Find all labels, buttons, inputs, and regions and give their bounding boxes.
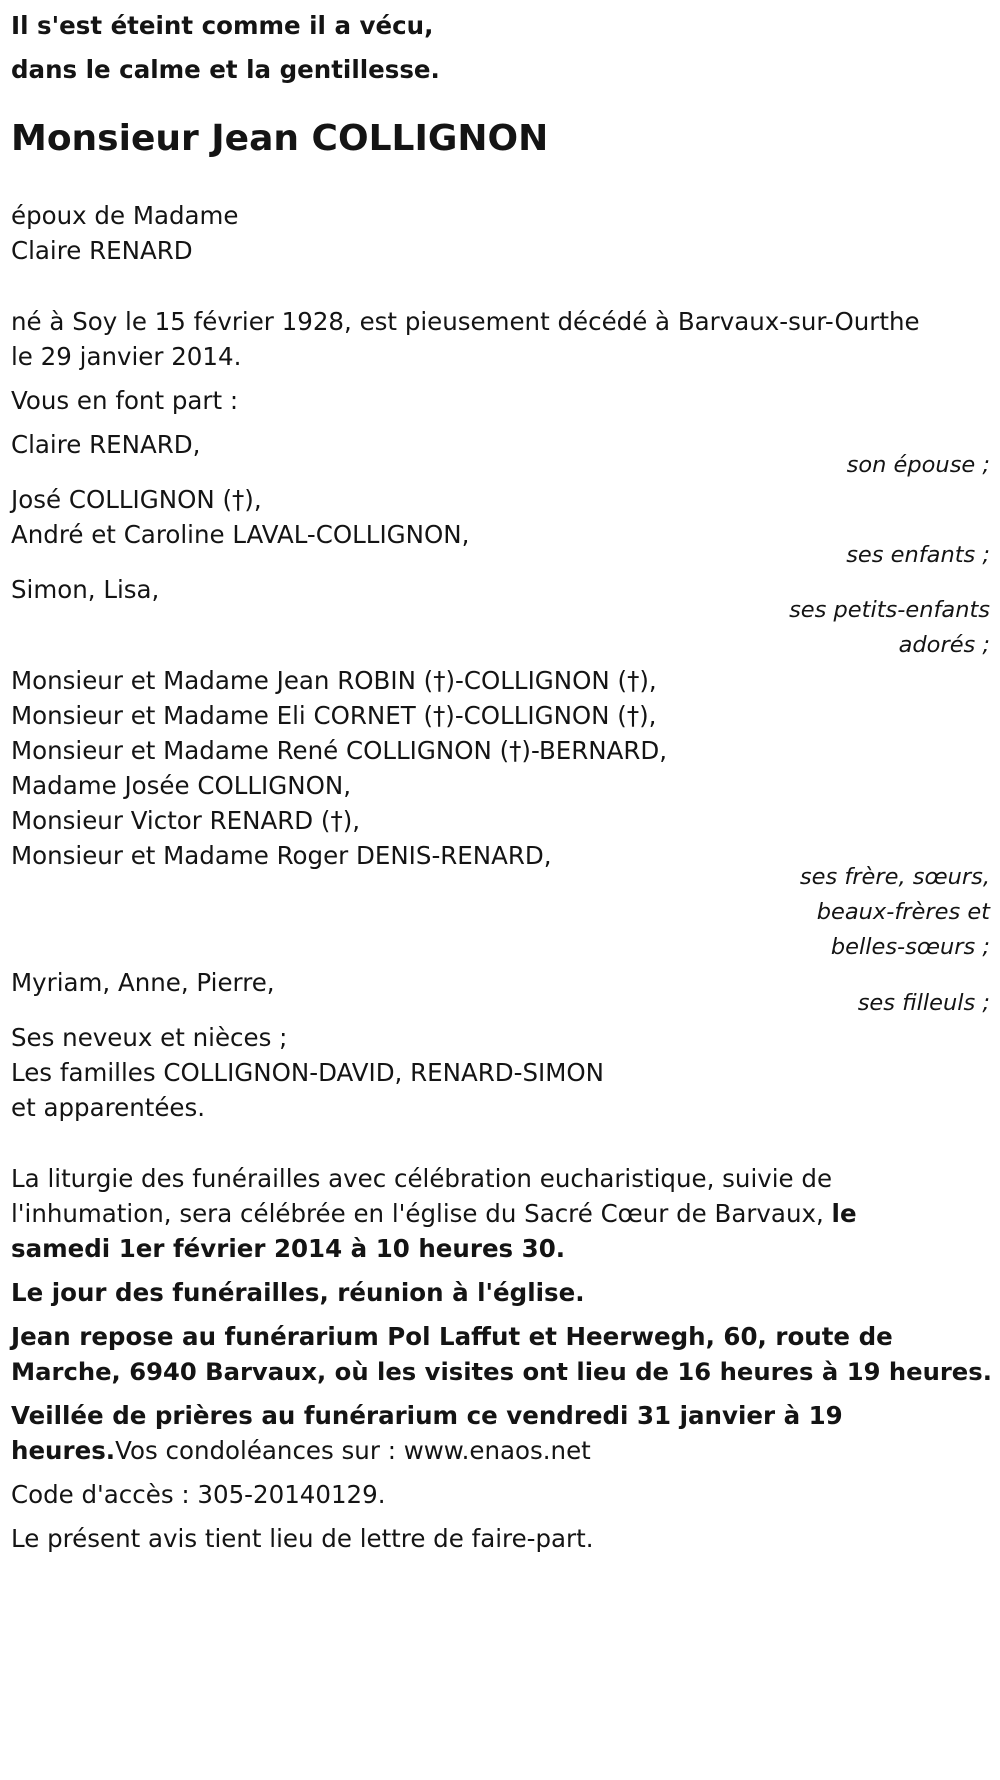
birth-death-line-2: le 29 janvier 2014.	[11, 342, 242, 371]
access-code: Code d'accès : 305-20140129.	[11, 1480, 386, 1509]
family-nephews: Ses neveux et nièces ;	[11, 1023, 288, 1052]
spouse-line-2: Claire RENARD	[11, 236, 193, 265]
family-sibling-1: Monsieur et Madame Jean ROBIN (†)-COLLIGNON (†),	[11, 666, 657, 695]
vigil-line-2-bold: heures.	[11, 1436, 116, 1465]
family-sibling-2: Monsieur et Madame Eli CORNET (†)-COLLIGNON (†),	[11, 701, 657, 730]
role-children: ses enfants ;	[846, 542, 990, 568]
family-sibling-4: Madame Josée COLLIGNON,	[11, 771, 351, 800]
funerarium-line-1: Jean repose au funérarium Pol Laffut et Heerwegh, 60, route de	[11, 1322, 893, 1351]
role-godchildren: ses filleuls ;	[857, 990, 990, 1016]
announcement: Vous en font part :	[11, 386, 239, 415]
role-siblings-2: beaux-frères et	[816, 899, 990, 925]
role-siblings-1: ses frère, sœurs,	[799, 864, 990, 890]
funeral-line-1: La liturgie des funérailles avec célébration eucharistique, suivie de	[11, 1164, 833, 1193]
vigil-line-1: Veillée de prières au funérarium ce vendredi 31 janvier à 19	[11, 1401, 843, 1430]
family-godchildren: Myriam, Anne, Pierre,	[11, 968, 275, 997]
family-sibling-3: Monsieur et Madame René COLLIGNON (†)-BERNARD,	[11, 736, 668, 765]
funeral-line-2-bold: le	[831, 1199, 857, 1228]
vigil-line-2	[11, 1436, 591, 1465]
family-child-2: André et Caroline LAVAL-COLLIGNON,	[11, 520, 470, 549]
funeral-line-2-text: l'inhumation, sera célébrée en l'église du Sacré Cœur de Barvaux,	[11, 1199, 832, 1228]
family-grandchildren: Simon, Lisa,	[11, 575, 160, 604]
notice-footer: Le présent avis tient lieu de lettre de faire-part.	[11, 1524, 594, 1553]
funerarium-line-2: Marche, 6940 Barvaux, où les visites ont lieu de 16 heures à 19 heures.	[11, 1357, 992, 1386]
page-title: Monsieur Jean COLLIGNON	[11, 118, 549, 159]
family-child-1: José COLLIGNON (†),	[11, 485, 262, 514]
role-siblings-3: belles-sœurs ;	[830, 934, 990, 960]
epigraph-line-2: dans le calme et la gentillesse.	[11, 55, 440, 84]
family-related: et apparentées.	[11, 1093, 206, 1122]
role-grandchildren-1: ses petits-enfants	[789, 597, 990, 623]
birth-death-line-1: né à Soy le 15 février 1928, est pieusement décédé à Barvaux-sur-Ourthe	[11, 307, 920, 336]
family-sibling-6: Monsieur et Madame Roger DENIS-RENARD,	[11, 841, 552, 870]
family-sibling-5: Monsieur Victor RENARD (†),	[11, 806, 361, 835]
role-grandchildren-2: adorés ;	[898, 632, 990, 658]
funeral-meeting: Le jour des funérailles, réunion à l'église.	[11, 1278, 585, 1307]
family-families: Les familles COLLIGNON-DAVID, RENARD-SIMON	[11, 1058, 604, 1087]
spouse-line-1: époux de Madame	[11, 201, 239, 230]
funeral-date: samedi 1er février 2014 à 10 heures 30.	[11, 1234, 566, 1263]
funeral-line-2	[11, 1199, 857, 1228]
role-wife: son épouse ;	[846, 452, 990, 478]
condolences-text: Vos condoléances sur : www.enaos.net	[115, 1436, 591, 1465]
epigraph-line-1: Il s'est éteint comme il a vécu,	[11, 11, 434, 40]
family-wife: Claire RENARD,	[11, 430, 201, 459]
